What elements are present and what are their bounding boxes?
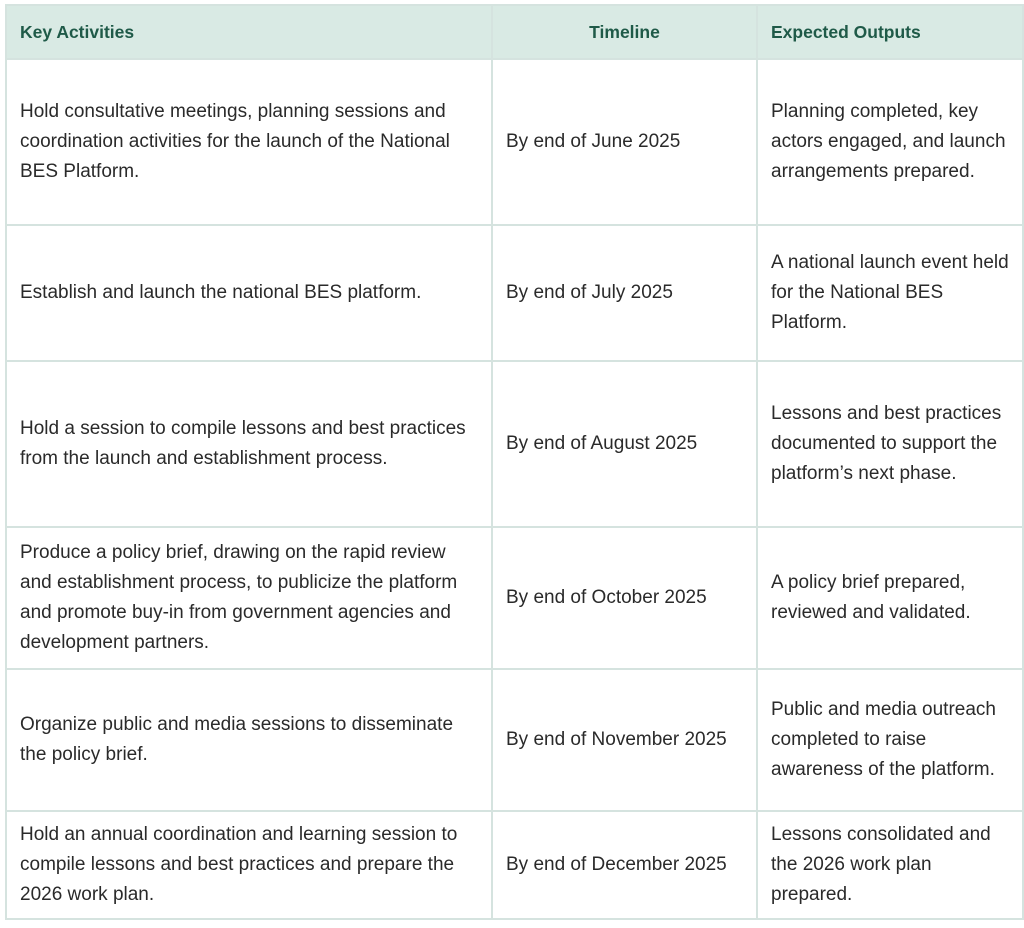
output-cell: A national launch event held for the National BES Platform. — [757, 225, 1023, 361]
activity-cell: Hold a session to compile lessons and best practices from the launch and establishment process. — [6, 361, 492, 527]
table-row — [6, 669, 1023, 811]
activities-table — [5, 4, 1024, 920]
activity-cell: Hold an annual coordination and learning session to compile lessons and best practices and prepare the 2026 work plan. — [6, 811, 492, 919]
timeline-cell: By end of June 2025 — [492, 59, 757, 225]
timeline-cell: By end of July 2025 — [492, 225, 757, 361]
table-row — [6, 361, 1023, 527]
header-expected-outputs: Expected Outputs — [757, 5, 1023, 59]
activity-cell: Produce a policy brief, drawing on the rapid review and establishment process, to publicize the platform and promote buy-in from government agencies and development partners. — [6, 527, 492, 669]
timeline-cell: By end of December 2025 — [492, 811, 757, 919]
header-timeline: Timeline — [492, 5, 757, 59]
table-row — [6, 59, 1023, 225]
output-cell: Lessons consolidated and the 2026 work plan prepared. — [757, 811, 1023, 919]
table-body — [6, 59, 1023, 919]
activity-cell: Establish and launch the national BES platform. — [6, 225, 492, 361]
header-row — [6, 5, 1023, 59]
header-key-activities: Key Activities — [6, 5, 492, 59]
output-cell: Lessons and best practices documented to support the platform’s next phase. — [757, 361, 1023, 527]
table-header — [6, 5, 1023, 59]
timeline-cell: By end of August 2025 — [492, 361, 757, 527]
output-cell: A policy brief prepared, reviewed and validated. — [757, 527, 1023, 669]
timeline-cell: By end of November 2025 — [492, 669, 757, 811]
activity-cell: Hold consultative meetings, planning sessions and coordination activities for the launch of the National BES Platform. — [6, 59, 492, 225]
table-row — [6, 527, 1023, 669]
output-cell: Public and media outreach completed to raise awareness of the platform. — [757, 669, 1023, 811]
output-cell: Planning completed, key actors engaged, and launch arrangements prepared. — [757, 59, 1023, 225]
table-row — [6, 225, 1023, 361]
timeline-cell: By end of October 2025 — [492, 527, 757, 669]
table-row — [6, 811, 1023, 919]
activity-cell: Organize public and media sessions to disseminate the policy brief. — [6, 669, 492, 811]
